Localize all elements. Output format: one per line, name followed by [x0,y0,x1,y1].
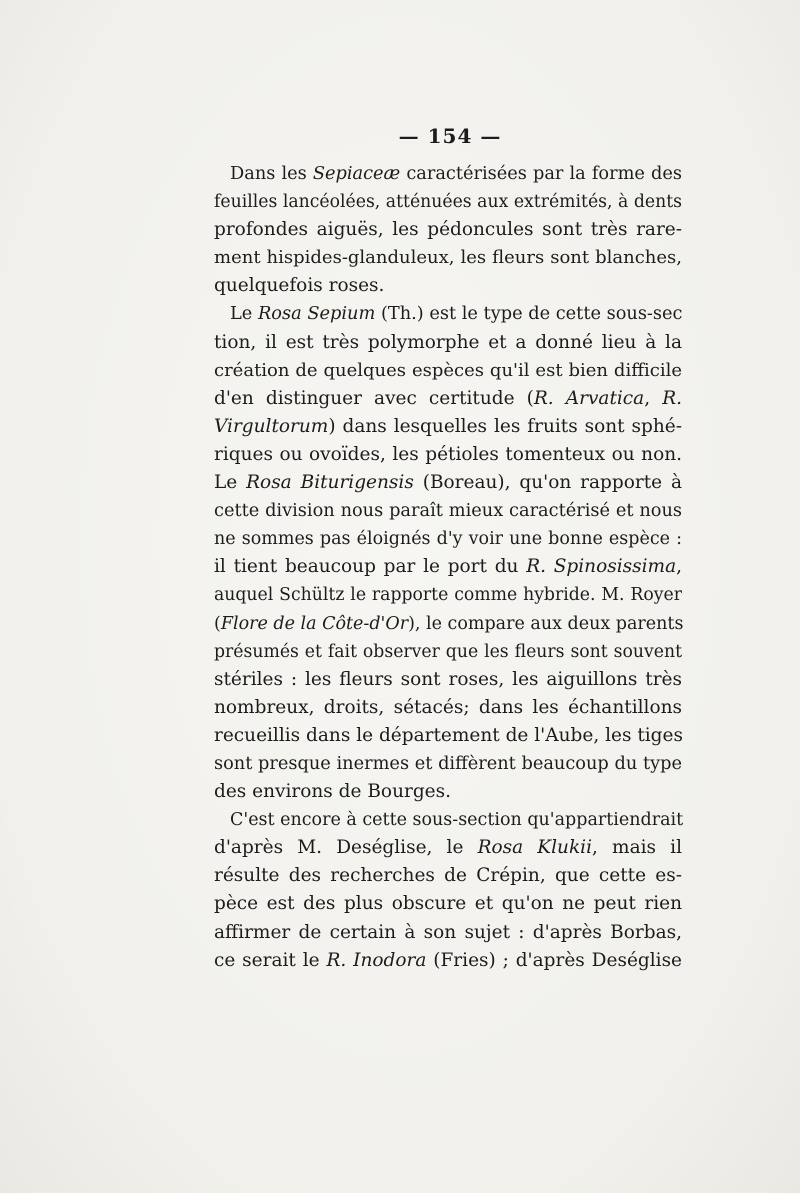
text-line [214,160,682,188]
italic-text: Rosa Klukii [477,837,593,859]
text-segment: C'est encore à cette sous-section qu'appartiendrait [230,810,684,831]
text-segment: sont presque inermes et diffèrent beaucoup du type [214,753,682,774]
text-line [214,862,682,890]
body-text [214,160,682,975]
text-segment: ment hispides-glanduleux, les fleurs sont blanches, [214,247,682,269]
text-line [214,947,682,975]
text-line [214,610,682,638]
text-line [214,244,682,272]
page-number: — 154 — [398,124,502,148]
text-line [214,834,682,862]
italic-text: Flore de la Côte-d'Or [220,613,409,634]
text-line [214,413,682,441]
text-segment: , [676,556,682,578]
italic-text: R. Inodora [326,949,427,971]
text-segment: recueillis dans le département de l'Aube, les tiges [214,724,683,746]
text-segment: ) dans lesquelles les fruits sont sphé- [328,415,682,437]
text-line [214,666,682,694]
italic-text: R. Spinosissima [526,556,677,578]
text-segment: quelquefois roses. [214,275,385,297]
text-line [214,919,682,947]
text-segment: stériles : les fleurs sont roses, les aiguillons très [214,668,682,690]
italic-text: Sepiaceæ [312,164,401,184]
text-segment: présumés et fait observer que les fleurs sont souvent [214,641,682,662]
text-segment: d'après M. Deséglise, le [214,837,478,859]
text-segment: , [644,387,663,409]
text-segment: caractérisées par la forme des [400,164,682,184]
text-segment: tion, il est très polymorphe et a donné lieu à la [214,331,682,353]
text-line [214,722,682,750]
text-line [214,385,682,413]
text-line [214,441,682,469]
text-line [214,357,682,385]
text-line [214,553,682,581]
italic-text: Virgultorum [214,415,329,437]
italic-text: Rosa Sepium [257,304,376,325]
text-segment: ne sommes pas éloignés d'y voir une bonne espèce : [214,529,682,550]
text-line [214,638,682,666]
text-segment: il tient beaucoup par le port du [214,556,527,578]
text-segment: d'en distinguer avec certitude ( [214,387,534,409]
text-segment: des environs de Bourges. [214,781,451,803]
text-line [214,778,682,806]
text-line [214,272,682,300]
text-line [214,890,682,918]
text-segment: cette division nous paraît mieux caractérisé et nous [214,501,682,522]
text-segment: pèce est des plus obscure et qu'on ne peut rien [214,893,682,915]
text-segment: résulte des recherches de Crépin, que cette es- [214,865,682,887]
italic-text: Rosa Biturigensis [246,472,414,494]
text-line [214,329,682,357]
text-line [214,750,682,778]
text-segment: ( [214,613,221,634]
text-segment: (Boreau), qu'on rapporte à [413,472,683,494]
text-segment: , mais il [592,837,682,859]
text-line [214,188,682,216]
text-line [214,497,682,525]
text-segment: Le [214,472,247,494]
text-line [214,525,682,553]
text-line [214,216,682,244]
text-segment: Le [230,304,258,325]
text-line [214,469,682,497]
italic-text: R. Arvatica [533,387,645,409]
text-segment: nombreux, droits, sétacés; dans les échantillons [214,696,682,718]
text-segment: (Th.) est le type de cette sous-sec [375,304,683,325]
text-segment: auquel Schültz le rapporte comme hybride. M. Royer [214,585,682,606]
text-segment: Dans les [230,164,313,184]
text-segment: riques ou ovoïdes, les pétioles tomenteux ou non. [214,443,682,465]
text-line [214,694,682,722]
text-line [214,806,682,834]
text-line [214,300,682,328]
italic-text: R. [662,387,682,409]
text-segment: affirmer de certain à son sujet : d'après Borbas, [214,921,682,943]
text-segment: création de quelques espèces qu'il est bien difficile [214,359,682,381]
text-segment: feuilles lancéolées, atténuées aux extrémités, à dents [214,192,682,213]
text-segment: profondes aiguës, les pédoncules sont très rare- [214,219,682,241]
text-segment: ce serait le [214,949,327,971]
text-line [214,581,682,609]
text-segment: ), le compare aux deux parents [408,613,684,634]
text-segment: (Fries) ; d'après Deséglise [426,949,683,971]
